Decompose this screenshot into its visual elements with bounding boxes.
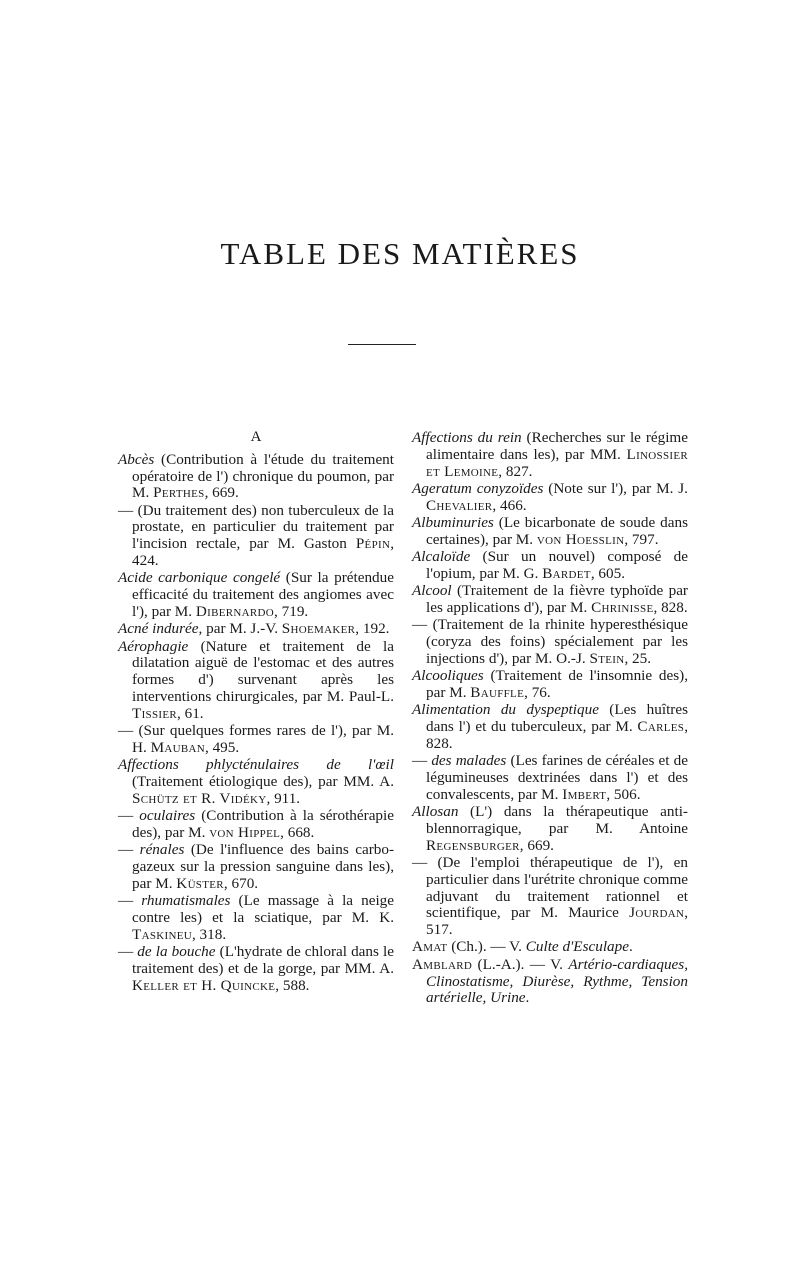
index-entry [412, 481, 688, 515]
entry-author-heading: Amat [412, 938, 448, 956]
entry-dash: — [118, 807, 140, 825]
index-entry [412, 753, 688, 803]
entry-subheading: des malades [431, 752, 507, 770]
right-entries [412, 430, 688, 1007]
entry-page-ref: , 605. [590, 564, 625, 582]
index-entry [118, 503, 394, 570]
entry-text: (Ch.). — V. [447, 938, 526, 956]
entry-text: (Note sur l'), par M. J. [543, 479, 688, 497]
entry-subheading: oculaires [139, 807, 196, 825]
index-entry [118, 639, 394, 723]
entry-subheading: de la bouche [137, 942, 216, 960]
entry-text: (Sur un nouvel) composé de l'opium, par M. G. [426, 548, 688, 582]
entry-text: (Les huîtres dans l') et du tuberculeux, par M. [426, 701, 689, 736]
entry-page-ref: . [525, 989, 530, 1007]
entry-author: Mauban [150, 738, 205, 756]
page-title: TABLE DES MATIÈRES [220, 236, 580, 271]
entry-page-ref: , 318. [191, 925, 227, 943]
entry-text: (Sur quelques formes rares de l'), par M. H. [132, 722, 395, 756]
entry-author: Bauffle [470, 683, 525, 701]
entry-author: Taskineu [132, 925, 192, 943]
entry-text: (Sur la prétendue efficacité du traitement des angiomes avec l'), par M. [132, 569, 394, 620]
index-entry [118, 570, 394, 620]
entry-text: (Nature et traitement de la dilatation aiguë de l'estomac et des autres formes d') survenant après les interventions chirurgicales, par M. Paul-L. [132, 637, 394, 705]
entry-page-ref: , 911. [266, 789, 301, 807]
entry-text: (L') dans la thérapeutique anti-blennorragique, par M. Antoine [426, 803, 688, 837]
entry-author: Jourdan [629, 904, 685, 922]
entry-author: Chevalier [426, 496, 493, 514]
entry-author: Shoemaker [281, 620, 356, 638]
entry-page-ref: , 61. [177, 704, 204, 722]
entry-text: (Traitement de l'insomnie des), par M. [426, 667, 688, 701]
entry-dash: — [118, 722, 139, 740]
index-entry [412, 430, 688, 480]
entry-heading: Affections du rein [412, 429, 522, 446]
entry-page-ref: , 192. [355, 620, 390, 638]
entry-text: (Du traitement des) non tuberculeux de la prostate, en particulier du traitement par l'incision rectale, par M. Gaston [132, 501, 394, 553]
index-entry [118, 808, 394, 842]
entry-author: Imbert [562, 785, 607, 803]
entry-page-ref: , 25. [624, 649, 652, 667]
entry-dash: — [118, 892, 142, 910]
entry-heading: Aérophagie [118, 637, 189, 655]
index-entry [412, 855, 688, 939]
left-entries [118, 452, 394, 995]
entry-text: (Traitement de la rhinite hyperesthésique (coryza des foins) spécialement par les injections d'), par M. O.-J. [426, 616, 688, 667]
entry-text: (L.-A.). — V. [472, 955, 569, 973]
entry-page-ref: , 669. [519, 836, 554, 854]
entry-heading: Affections phlycténulaires de l'œil [118, 756, 394, 774]
entry-text: (Contribution à la sérothérapie des), par M. [132, 807, 394, 841]
entry-heading: Alcooliques [412, 667, 484, 685]
entry-see-also: Artério-cardiaques, Clinostatisme, Diurèse, Rythme, Tension artérielle, Urine [426, 955, 688, 1007]
entry-author: Schütz et R. Vidéky [132, 789, 267, 807]
entry-page-ref: , 797. [624, 530, 659, 548]
entry-dash: — [412, 616, 433, 634]
entry-page-ref: . [628, 938, 633, 956]
entry-text: (De l'influence des bains carbo-gazeux sur la pression sanguine dans les), par M. [132, 841, 395, 892]
entry-heading: Albuminuries [412, 513, 494, 531]
entry-page-ref: , 588. [275, 976, 310, 994]
entry-subheading: rénales [139, 841, 185, 859]
entry-page-ref: , 828. [653, 598, 688, 616]
index-entry [412, 515, 688, 549]
index-entry [118, 621, 394, 638]
right-column [412, 430, 688, 1008]
entry-text: (L'hydrate de chloral dans le traitement des) et de la gorge, par MM. A. [132, 942, 394, 977]
entry-author: Pépin [355, 535, 391, 553]
index-entry [412, 583, 688, 617]
entry-page-ref: , 495. [204, 738, 240, 756]
entry-author: von Hippel [209, 823, 281, 841]
entry-author: von Hoesslin [536, 530, 625, 548]
entry-heading: Acide carbonique congelé [118, 569, 281, 587]
entry-author-heading: Amblard [412, 955, 473, 973]
entry-dash: — [412, 853, 438, 871]
entry-subheading: rhumatismales [141, 892, 231, 910]
index-entry [118, 893, 394, 943]
index-entry [118, 944, 394, 994]
entry-dash: — [412, 752, 432, 770]
entry-page-ref: , 670. [223, 874, 259, 892]
index-entry [412, 549, 688, 583]
index-entry [412, 939, 688, 956]
entry-dash: — [118, 501, 138, 519]
entry-author: Regensburger [426, 836, 520, 854]
title-rule [348, 344, 416, 345]
entry-author: Dibernardo [195, 602, 275, 620]
entry-author: Stein [589, 649, 625, 667]
entry-text: , par M. J.-V. [198, 620, 282, 638]
entry-text: (Le massage à la neige contre les) et la sciatique, par M. K. [132, 892, 394, 926]
entry-text: (Traitement de la fièvre typhoïde par les applications d'), par M. [426, 582, 688, 616]
entry-author: Linossier et Lemoine [426, 445, 688, 480]
index-entry [118, 452, 394, 502]
entry-dash: — [118, 841, 140, 859]
entry-page-ref: , 466. [492, 496, 527, 514]
entry-page-ref: , 506. [606, 785, 641, 803]
entry-text: (Les farines de céréales et de légumineuses dextrinées dans l') et des convalescents, par M. [426, 752, 688, 803]
entry-heading: Alimentation du dyspeptique [412, 701, 599, 719]
index-entry [412, 804, 688, 854]
entry-text: (Recherches sur le régime alimentaire dans les), par MM. [426, 429, 688, 463]
entry-page-ref: , 424. [132, 535, 394, 570]
entry-dash: — [118, 942, 138, 960]
entry-author: Chrinisse [591, 598, 654, 616]
index-entry [412, 668, 688, 702]
entry-text: (Traitement étiologique des), par MM. A. [132, 772, 394, 790]
entry-author: Tissier [132, 704, 177, 722]
index-entry [412, 617, 688, 667]
entry-page-ref: , 669. [204, 484, 239, 502]
entry-author: Küster [176, 874, 224, 892]
entry-author: Carles [637, 718, 685, 736]
entry-heading: Alcool [412, 582, 452, 600]
entry-heading: Acné indurée [118, 620, 199, 638]
section-letter: A [250, 429, 262, 445]
entry-page-ref: , 517. [426, 904, 688, 939]
entry-text: (Contribution à l'étude du traitement opératoire de l') chronique du poumon, par M. [132, 450, 394, 502]
entry-heading: Abcès [118, 450, 155, 468]
entry-author: Bardet [542, 564, 591, 582]
entry-text: (Le bicarbonate de soude dans certaines), par M. [426, 513, 688, 548]
entry-author: Keller et H. Quincke [132, 976, 276, 994]
left-column [118, 414, 394, 995]
entry-heading: Ageratum conyzoïdes [412, 479, 544, 497]
index-entry [118, 723, 394, 757]
entry-page-ref: , 668. [280, 823, 315, 841]
entry-page-ref: , 828. [426, 718, 688, 752]
index-entry [412, 702, 688, 752]
entry-author: Perthes [153, 484, 205, 502]
index-entry [118, 757, 394, 807]
entry-text: (De l'emploi thérapeutique de l'), en particulier dans l'urétrite chronique comme adjuvant du traitement rationnel et scientifique, par M. Maurice [426, 853, 688, 922]
entry-page-ref: , 827. [498, 462, 533, 480]
entry-heading: Alcaloïde [412, 548, 471, 566]
index-entry [412, 957, 688, 1007]
entry-page-ref: , 719. [274, 602, 309, 620]
index-entry [118, 842, 394, 892]
entry-heading: Allosan [412, 803, 459, 821]
entry-page-ref: , 76. [524, 683, 551, 701]
entry-see-also: Culte d'Esculape [525, 938, 629, 956]
